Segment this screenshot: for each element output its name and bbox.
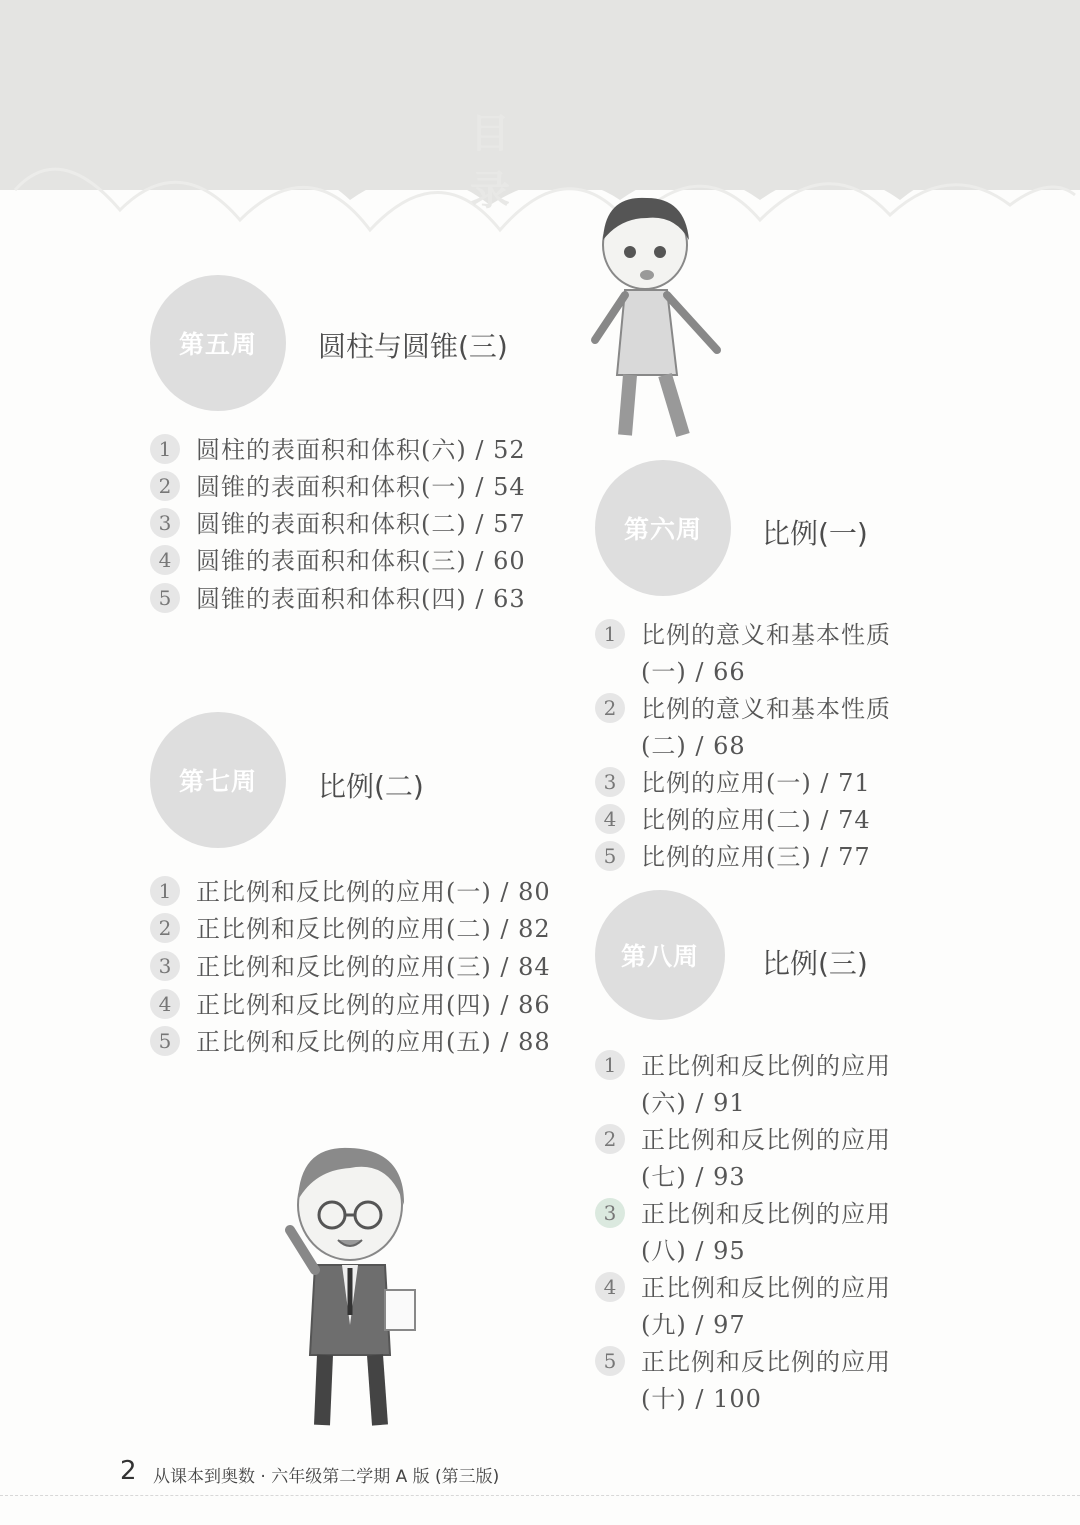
- toc-entry[interactable]: [150, 432, 526, 469]
- entry-number: 5: [150, 583, 180, 613]
- entry-number: 3: [150, 951, 180, 981]
- entry-text-line: (九) / 97: [641, 1311, 746, 1339]
- week-title: 比例(一): [762, 517, 868, 550]
- entry-text: [641, 1196, 891, 1270]
- page-number: 2: [120, 1456, 137, 1486]
- boy-illustration: [585, 190, 745, 450]
- entry-text-line: 比例的意义和基本性质: [641, 621, 891, 649]
- toc-entry[interactable]: [595, 839, 871, 876]
- week-badge: [150, 712, 286, 848]
- toc-entry[interactable]: [150, 506, 526, 543]
- entry-text-line: (七) / 93: [641, 1163, 746, 1191]
- entry-number: 1: [150, 434, 180, 464]
- toc-entry[interactable]: [595, 765, 871, 802]
- toc-entry[interactable]: [595, 1122, 891, 1196]
- entry-text: 圆锥的表面积和体积(二) / 57: [196, 510, 526, 538]
- entry-text-line: 正比例和反比例的应用: [641, 1274, 891, 1302]
- entry-number: 2: [150, 913, 180, 943]
- entry-text: [641, 691, 891, 765]
- entry-text: [641, 1344, 891, 1418]
- toc-entry[interactable]: [595, 1048, 891, 1122]
- entry-text-line: (六) / 91: [641, 1089, 746, 1117]
- week-label: 第六周: [623, 515, 702, 544]
- toc-entry[interactable]: [595, 617, 891, 691]
- entry-text: 圆锥的表面积和体积(四) / 63: [196, 585, 526, 613]
- toc-entry[interactable]: [150, 581, 526, 618]
- entry-number: 4: [595, 1272, 625, 1302]
- week-badge: [595, 890, 725, 1020]
- toc-entry[interactable]: [150, 987, 551, 1024]
- entry-text: 正比例和反比例的应用(三) / 84: [196, 953, 551, 981]
- entry-text: 比例的应用(一) / 71: [641, 769, 871, 797]
- entry-text-line: (二) / 68: [641, 732, 746, 760]
- toc-entry[interactable]: [595, 1196, 891, 1270]
- entry-text-line: (一) / 66: [641, 658, 746, 686]
- week-label: 第八周: [620, 942, 699, 971]
- toc-entry[interactable]: [595, 802, 871, 839]
- entry-text: [641, 1048, 891, 1122]
- week-label: 第七周: [178, 767, 257, 796]
- entry-text-line: (八) / 95: [641, 1237, 746, 1265]
- entry-text: 圆锥的表面积和体积(三) / 60: [196, 547, 526, 575]
- entry-number: 2: [595, 693, 625, 723]
- entry-number: 2: [595, 1124, 625, 1154]
- entry-number: 3: [595, 1198, 625, 1228]
- footer-divider: [0, 1495, 1080, 1496]
- toc-entry[interactable]: [150, 949, 551, 986]
- toc-entry[interactable]: [595, 691, 891, 765]
- toc-entry[interactable]: [595, 1344, 891, 1418]
- entry-number: 2: [150, 471, 180, 501]
- entry-text-line: 正比例和反比例的应用: [641, 1052, 891, 1080]
- entry-text: 正比例和反比例的应用(四) / 86: [196, 991, 551, 1019]
- entry-text: 圆锥的表面积和体积(一) / 54: [196, 473, 526, 501]
- entry-text: 圆柱的表面积和体积(六) / 52: [196, 436, 526, 464]
- week-badge: [150, 275, 286, 411]
- entry-text-line: 正比例和反比例的应用: [641, 1348, 891, 1376]
- toc-entry[interactable]: [150, 1024, 551, 1061]
- entry-number: 1: [595, 619, 625, 649]
- contents-title: 目录: [470, 111, 570, 214]
- entry-number: 3: [150, 508, 180, 538]
- toc-entry[interactable]: [150, 469, 526, 506]
- entry-number: 5: [595, 1346, 625, 1376]
- entry-text: 比例的应用(二) / 74: [641, 806, 871, 834]
- week-title: 比例(二): [318, 770, 424, 803]
- entry-number: 1: [150, 876, 180, 906]
- teacher-illustration: [270, 1140, 430, 1435]
- entry-text-line: 正比例和反比例的应用: [641, 1126, 891, 1154]
- week-title: 圆柱与圆锥(三): [318, 330, 508, 363]
- entry-text-line: 比例的意义和基本性质: [641, 695, 891, 723]
- entry-number: 5: [595, 841, 625, 871]
- week-badge: [595, 460, 731, 596]
- entry-text: [641, 1122, 891, 1196]
- entry-number: 5: [150, 1026, 180, 1056]
- toc-entry[interactable]: [150, 911, 551, 948]
- toc-entry[interactable]: [150, 874, 551, 911]
- entry-number: 4: [150, 545, 180, 575]
- entry-number: 4: [595, 804, 625, 834]
- entry-text-line: 正比例和反比例的应用: [641, 1200, 891, 1228]
- book-title: 从课本到奥数 · 六年级第二学期 A 版 (第三版): [153, 1467, 500, 1487]
- entry-text-line: (十) / 100: [641, 1385, 762, 1413]
- entry-text: 正比例和反比例的应用(二) / 82: [196, 915, 551, 943]
- week-title: 比例(三): [762, 947, 868, 980]
- entry-number: 4: [150, 989, 180, 1019]
- entry-text: 正比例和反比例的应用(一) / 80: [196, 878, 551, 906]
- entry-number: 3: [595, 767, 625, 797]
- week-label: 第五周: [178, 330, 257, 359]
- entry-number: 1: [595, 1050, 625, 1080]
- entry-text: [641, 617, 891, 691]
- entry-text: 比例的应用(三) / 77: [641, 843, 871, 871]
- entry-text: [641, 1270, 891, 1344]
- toc-entry[interactable]: [595, 1270, 891, 1344]
- entry-text: 正比例和反比例的应用(五) / 88: [196, 1028, 551, 1056]
- toc-entry[interactable]: [150, 543, 526, 580]
